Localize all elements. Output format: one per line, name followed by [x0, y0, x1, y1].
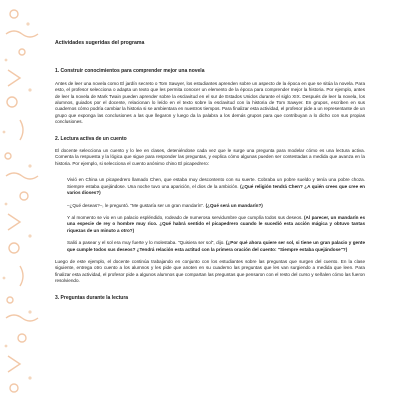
story-text-3: Y al momento se vio en un palacio espléndido, rodeado de numerosa servidumbre que cumplía todos sus deseos.: [67, 214, 303, 220]
document-body: [55, 40, 365, 307]
story-excerpt-1: [67, 177, 365, 196]
section-1-heading: 1. Construir conocimientos para comprender mejor una novela: [55, 68, 205, 75]
decorative-left-border: [0, 0, 40, 400]
document-title: Actividades sugeridas del programa: [55, 40, 145, 46]
story-text-4: Salió a pasear y el sol era muy fuerte y lo molestaba. "Quisiera ser sol", dijo.: [67, 240, 225, 246]
section-1-paragraph: Antes de leer una novela como El jardín secreto o Tom Sawyer, los estudiantes aprenden sobre un aspecto de la época en que se sitúa la novela. Para esto, el profesor selecciona o adapta un texto que les permita conocer un elemento de la época para comprender mejor la historia. Por ejemplo, antes de leer la novela de Mark Twain pueden aprender sobre la esclavitud en el sur de Estados Unidos durante el siglo XIX. Después de leer la novela, los alumnos, guiados por el docente, relacionan lo leído en el texto sobre la esclavitud con la historia de Tom Sawyer. En grupos, escriben en sus cuadernos cómo podría cambiar la historia si se ambientara en nuestros tiempos. Para finalizar esta actividad, el profesor pide a un representante de un grupo que exponga las conclusiones a las que llegaron y luego da la palabra a los demás grupos para que contribuyan a lo dicho con sus propias conclusiones.: [55, 80, 365, 125]
story-text-2: –¿Qué deseas?–, le preguntó. "Me gustaría ser un gran mandarín".: [67, 202, 205, 208]
section-2-closing: Luego de este ejemplo, el docente continúa trabajando en conjunto con los estudiantes sobre las preguntas que surgen del cuento. En la clase siguiente, entrega otro cuento a los alumnos y les pide que anoten en su cuaderno las preguntas que les van surgiendo a medida que leen. Para finalizar esta actividad, el profesor pide a algunos alumnos que compartan las preguntas que pensaron con el resto del curso y señalen cómo las fueron resolviendo.: [55, 258, 365, 284]
section-3-heading: 3. Preguntas durante la lectura: [55, 294, 129, 301]
section-2-heading: 2. Lectura activa de un cuento: [55, 135, 127, 142]
story-question-1: (¿Qué religión tendrá Chen? ¿A quién crees que cree en varios dioses?): [67, 183, 365, 196]
story-text-1: Vivió en China un picapedrero llamado Chen, que estaba muy descontento con su suerte. Cobraba un pobre sueldo y tenía una pobre choza. Siempre estaba quejándose. Una noche tuvo una aparición, el dios de la ambición.: [67, 177, 365, 189]
story-excerpt-2: [67, 203, 365, 209]
story-question-2: (¿Qué será un mandarín?): [205, 202, 263, 208]
section-2-intro: El docente selecciona un cuento y lo lee en clases, deteniéndose cada vez que le surge una pregunta para modelar cómo es una lectura activa. Comenta la respuesta y la lógica que sigue para responder las preguntas, y explica cómo algunas pueden ser contestadas a medida que avanza en la historia. Por ejemplo, si selecciona el cuento anónimo chino El picapedrero:: [55, 148, 365, 166]
story-excerpt-3: [67, 215, 365, 234]
story-excerpt-4: [67, 240, 365, 253]
story-question-4: (¿Por qué ahora quiere ser sol, si tiene un gran palacio y gente que cumple todos sus deseos? ¿Tendrá relación esta actitud con la primera oración del cuento: "Siempre estaba quejándose"?): [67, 240, 365, 252]
story-question-3: (Al parecer, un mandarín es una especie de rey o hombre muy rico. ¿Qué habrá sentido el picapedrero cuando le sucedió esta acción mágica y obtuvo tantas riquezas de un minuto a otro?): [67, 214, 366, 233]
